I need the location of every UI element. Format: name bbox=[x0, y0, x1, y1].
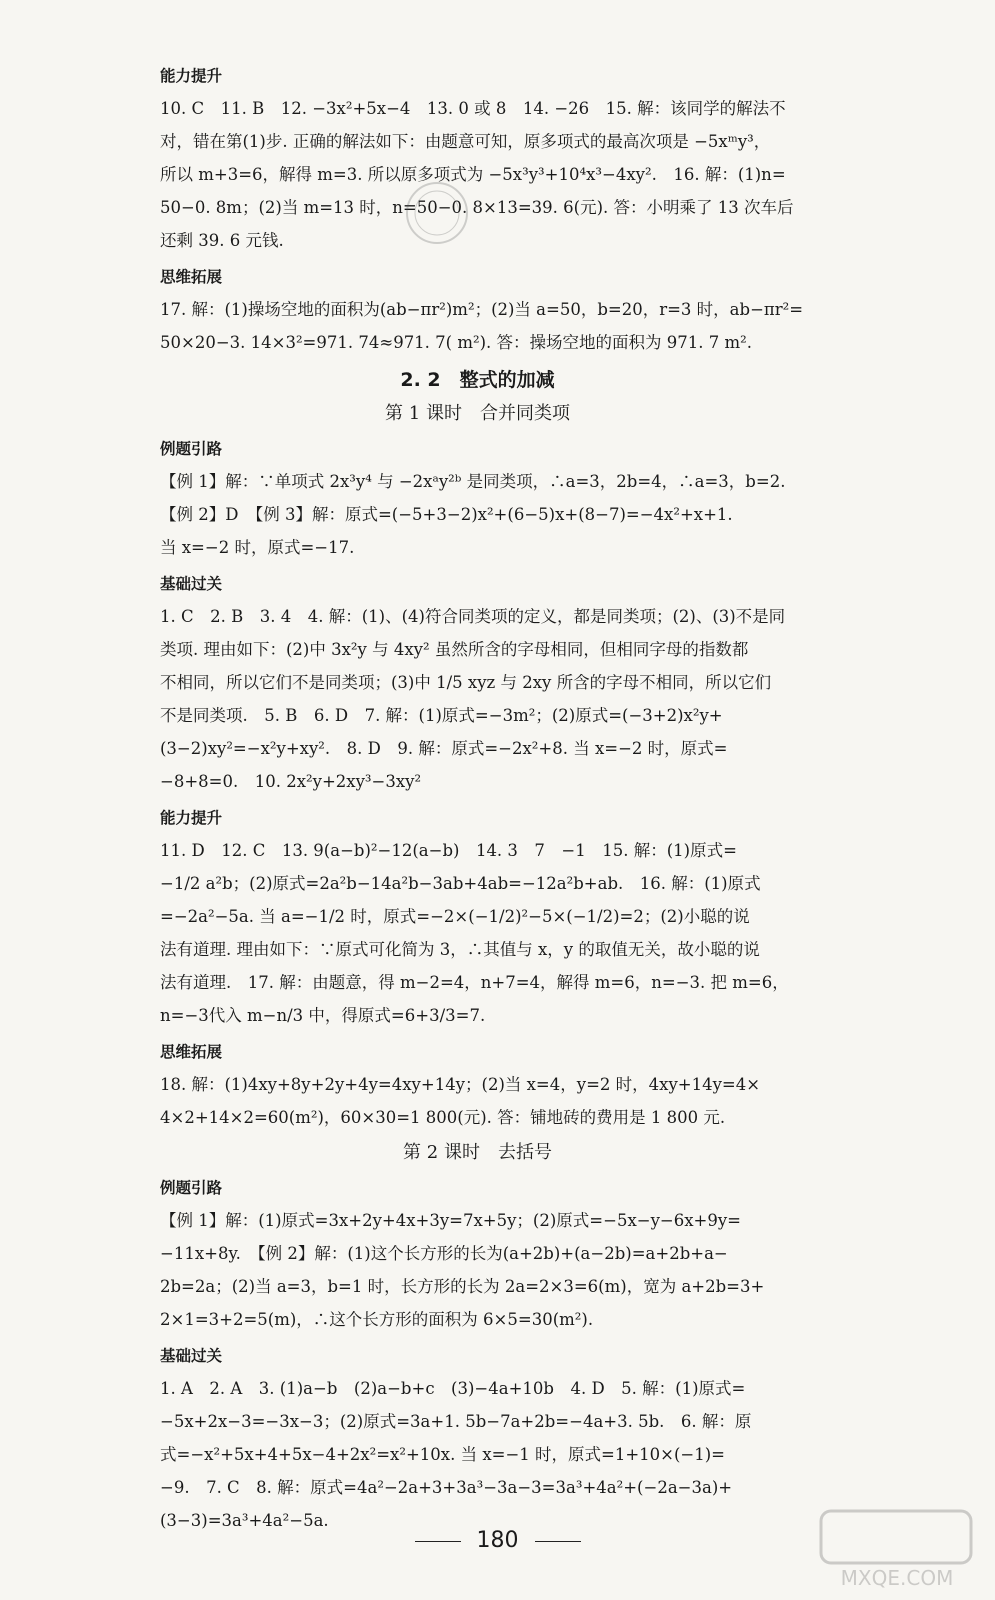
text-line: =−2a²−5a. 当 a=−1/2 时，原式=−2×(−1/2)²−5×(−1/2)=2；(2)小聪的说 bbox=[160, 907, 750, 926]
answers-block-1 bbox=[160, 92, 795, 257]
text-line: 对，错在第(1)步. 正确的解法如下：由题意可知，原多项式的最高次项是 −5xᵐy³， bbox=[160, 132, 771, 151]
text-line: 2b=2a；(2)当 a=3，b=1 时，长方形的长为 2a=2×3=6(m)，宽为 a+2b=3+ bbox=[160, 1277, 765, 1296]
text-line: 4×2+14×2=60(m²)，60×30=1 800(元). 答：铺地砖的费用是 1 800 元. bbox=[160, 1108, 726, 1127]
heading-examples-1: 例题引路 bbox=[160, 440, 223, 458]
stamp-icon bbox=[402, 178, 472, 248]
text-line: 当 x=−2 时，原式=−17. bbox=[160, 538, 355, 557]
answers-block-6 bbox=[160, 1068, 795, 1134]
answers-block-2 bbox=[160, 293, 804, 359]
text-line: (3−2)xy²=−x²y+xy². 8. D 9. 解：原式=−2x²+8. 当 x=−2 时，原式= bbox=[160, 739, 728, 758]
text-line: 所以 m+3=6，解得 m=3. 所以原多项式为 −5x³y³+10⁴x³−4xy². 16. 解：(1)n= bbox=[160, 165, 786, 184]
text-line: −5x+2x−3=−3x−3；(2)原式=3a+1. 5b−7a+2b=−4a+3. 5b. 6. 解：原 bbox=[160, 1412, 752, 1431]
answers-block-5 bbox=[160, 834, 795, 1032]
text-line: −11x+8y. 【例 2】解：(1)这个长方形的长为(a+2b)+(a−2b)=a+2b+a− bbox=[160, 1244, 728, 1263]
text-line: 11. D 12. C 13. 9(a−b)²−12(a−b) 14. 3 7 −1 15. 解：(1)原式= bbox=[160, 841, 737, 860]
text-line: 2×1=3+2=5(m)，∴这个长方形的面积为 6×5=30(m²). bbox=[160, 1310, 594, 1329]
text-line: n=−3代入 m−n/3 中，得原式=6+3/3=7. bbox=[160, 1006, 486, 1025]
text-line: 18. 解：(1)4xy+8y+2y+4y=4xy+14y；(2)当 x=4，y=2 时，4xy+14y=4× bbox=[160, 1075, 761, 1094]
heading-ability-1: 能力提升 bbox=[160, 67, 223, 85]
answers-block-3 bbox=[160, 465, 795, 564]
dash-right bbox=[535, 1541, 581, 1542]
answers-block-4 bbox=[160, 600, 795, 798]
text-line: 法有道理. 17. 解：由题意，得 m−2=4，n+7=4，解得 m=6，n=−3. 把 m=6， bbox=[160, 973, 789, 992]
lesson-1-title: 第 1 课时 合并同类项 bbox=[385, 403, 570, 424]
section-title: 2. 2 整式的加减 bbox=[400, 369, 555, 391]
heading-thinking-2: 思维拓展 bbox=[160, 1043, 223, 1061]
watermark-text: MXQE.COM bbox=[840, 1566, 954, 1590]
text-line: 不相同，所以它们不是同类项；(3)中 1/5 xyz 与 2xy 所含的字母不相同，所以它们 bbox=[160, 673, 772, 692]
watermark-logo-icon bbox=[817, 1505, 977, 1595]
text-line: 不是同类项. 5. B 6. D 7. 解：(1)原式=−3m²；(2)原式=(−3+2)x²y+ bbox=[160, 706, 723, 725]
text-line: 还剩 39. 6 元钱. bbox=[160, 231, 284, 250]
heading-ability-2: 能力提升 bbox=[160, 809, 223, 827]
text-line: 17. 解：(1)操场空地的面积为(ab−πr²)m²；(2)当 a=50，b=20，r=3 时，ab−πr²= bbox=[160, 300, 804, 319]
text-line: −9. 7. C 8. 解：原式=4a²−2a+3+3a³−3a−3=3a³+4a²+(−2a−3a)+ bbox=[160, 1478, 733, 1497]
page-number-value: 180 bbox=[476, 1528, 519, 1553]
text-line: 【例 2】D 【例 3】解：原式=(−5+3−2)x²+(6−5)x+(8−7)=−4x²+x+1. bbox=[160, 505, 733, 524]
text-line: 50×20−3. 14×3²=971. 74≈971. 7( m²). 答：操场空地的面积为 971. 7 m². bbox=[160, 333, 753, 352]
heading-thinking-1: 思维拓展 bbox=[160, 268, 223, 286]
answers-block-7 bbox=[160, 1204, 795, 1336]
text-line: (3−3)=3a³+4a²−5a. bbox=[160, 1511, 329, 1530]
answers-block-8 bbox=[160, 1372, 795, 1537]
text-line: 1. C 2. B 3. 4 4. 解：(1)、(4)符合同类项的定义，都是同类项；(2)、(3)不是同 bbox=[160, 607, 786, 626]
text-line: −8+8=0. 10. 2x²y+2xy³−3xy² bbox=[160, 772, 422, 791]
text-line: 【例 1】解：(1)原式=3x+2y+4x+3y=7x+5y；(2)原式=−5x−y−6x+9y= bbox=[160, 1211, 742, 1230]
text-line: 10. C 11. B 12. −3x²+5x−4 13. 0 或 8 14. −26 15. 解：该同学的解法不 bbox=[160, 99, 786, 118]
text-line: 50−0. 8m；(2)当 m=13 时，n=50−0. 8×13=39. 6(元). 答：小明乘了 13 次车后 bbox=[160, 198, 794, 217]
text-line: 法有道理. 理由如下：∵原式可化简为 3，∴其值与 x，y 的取值无关，故小聪的说 bbox=[160, 940, 760, 959]
text-line: 式=−x²+5x+4+5x−4+2x²=x²+10x. 当 x=−1 时，原式=1+10×(−1)= bbox=[160, 1445, 726, 1464]
lesson-2-title: 第 2 课时 去括号 bbox=[403, 1142, 552, 1163]
heading-basics-1: 基础过关 bbox=[160, 575, 223, 593]
text-line: 类项. 理由如下：(2)中 3x²y 与 4xy² 虽然所含的字母相同，但相同字母的指数都 bbox=[160, 640, 749, 659]
heading-basics-2: 基础过关 bbox=[160, 1347, 223, 1365]
dash-left bbox=[415, 1541, 461, 1542]
text-line: 【例 1】解：∵单项式 2x³y⁴ 与 −2xᵃy²ᵇ 是同类项，∴a=3，2b=4，∴a=3，b=2. bbox=[160, 472, 786, 491]
text-line: −1/2 a²b；(2)原式=2a²b−14a²b−3ab+4ab=−12a²b+ab. 16. 解：(1)原式 bbox=[160, 874, 761, 893]
heading-examples-2: 例题引路 bbox=[160, 1179, 223, 1197]
page-content bbox=[160, 56, 804, 1537]
text-line: 1. A 2. A 3. (1)a−b (2)a−b+c (3)−4a+10b 4. D 5. 解：(1)原式= bbox=[160, 1379, 746, 1398]
